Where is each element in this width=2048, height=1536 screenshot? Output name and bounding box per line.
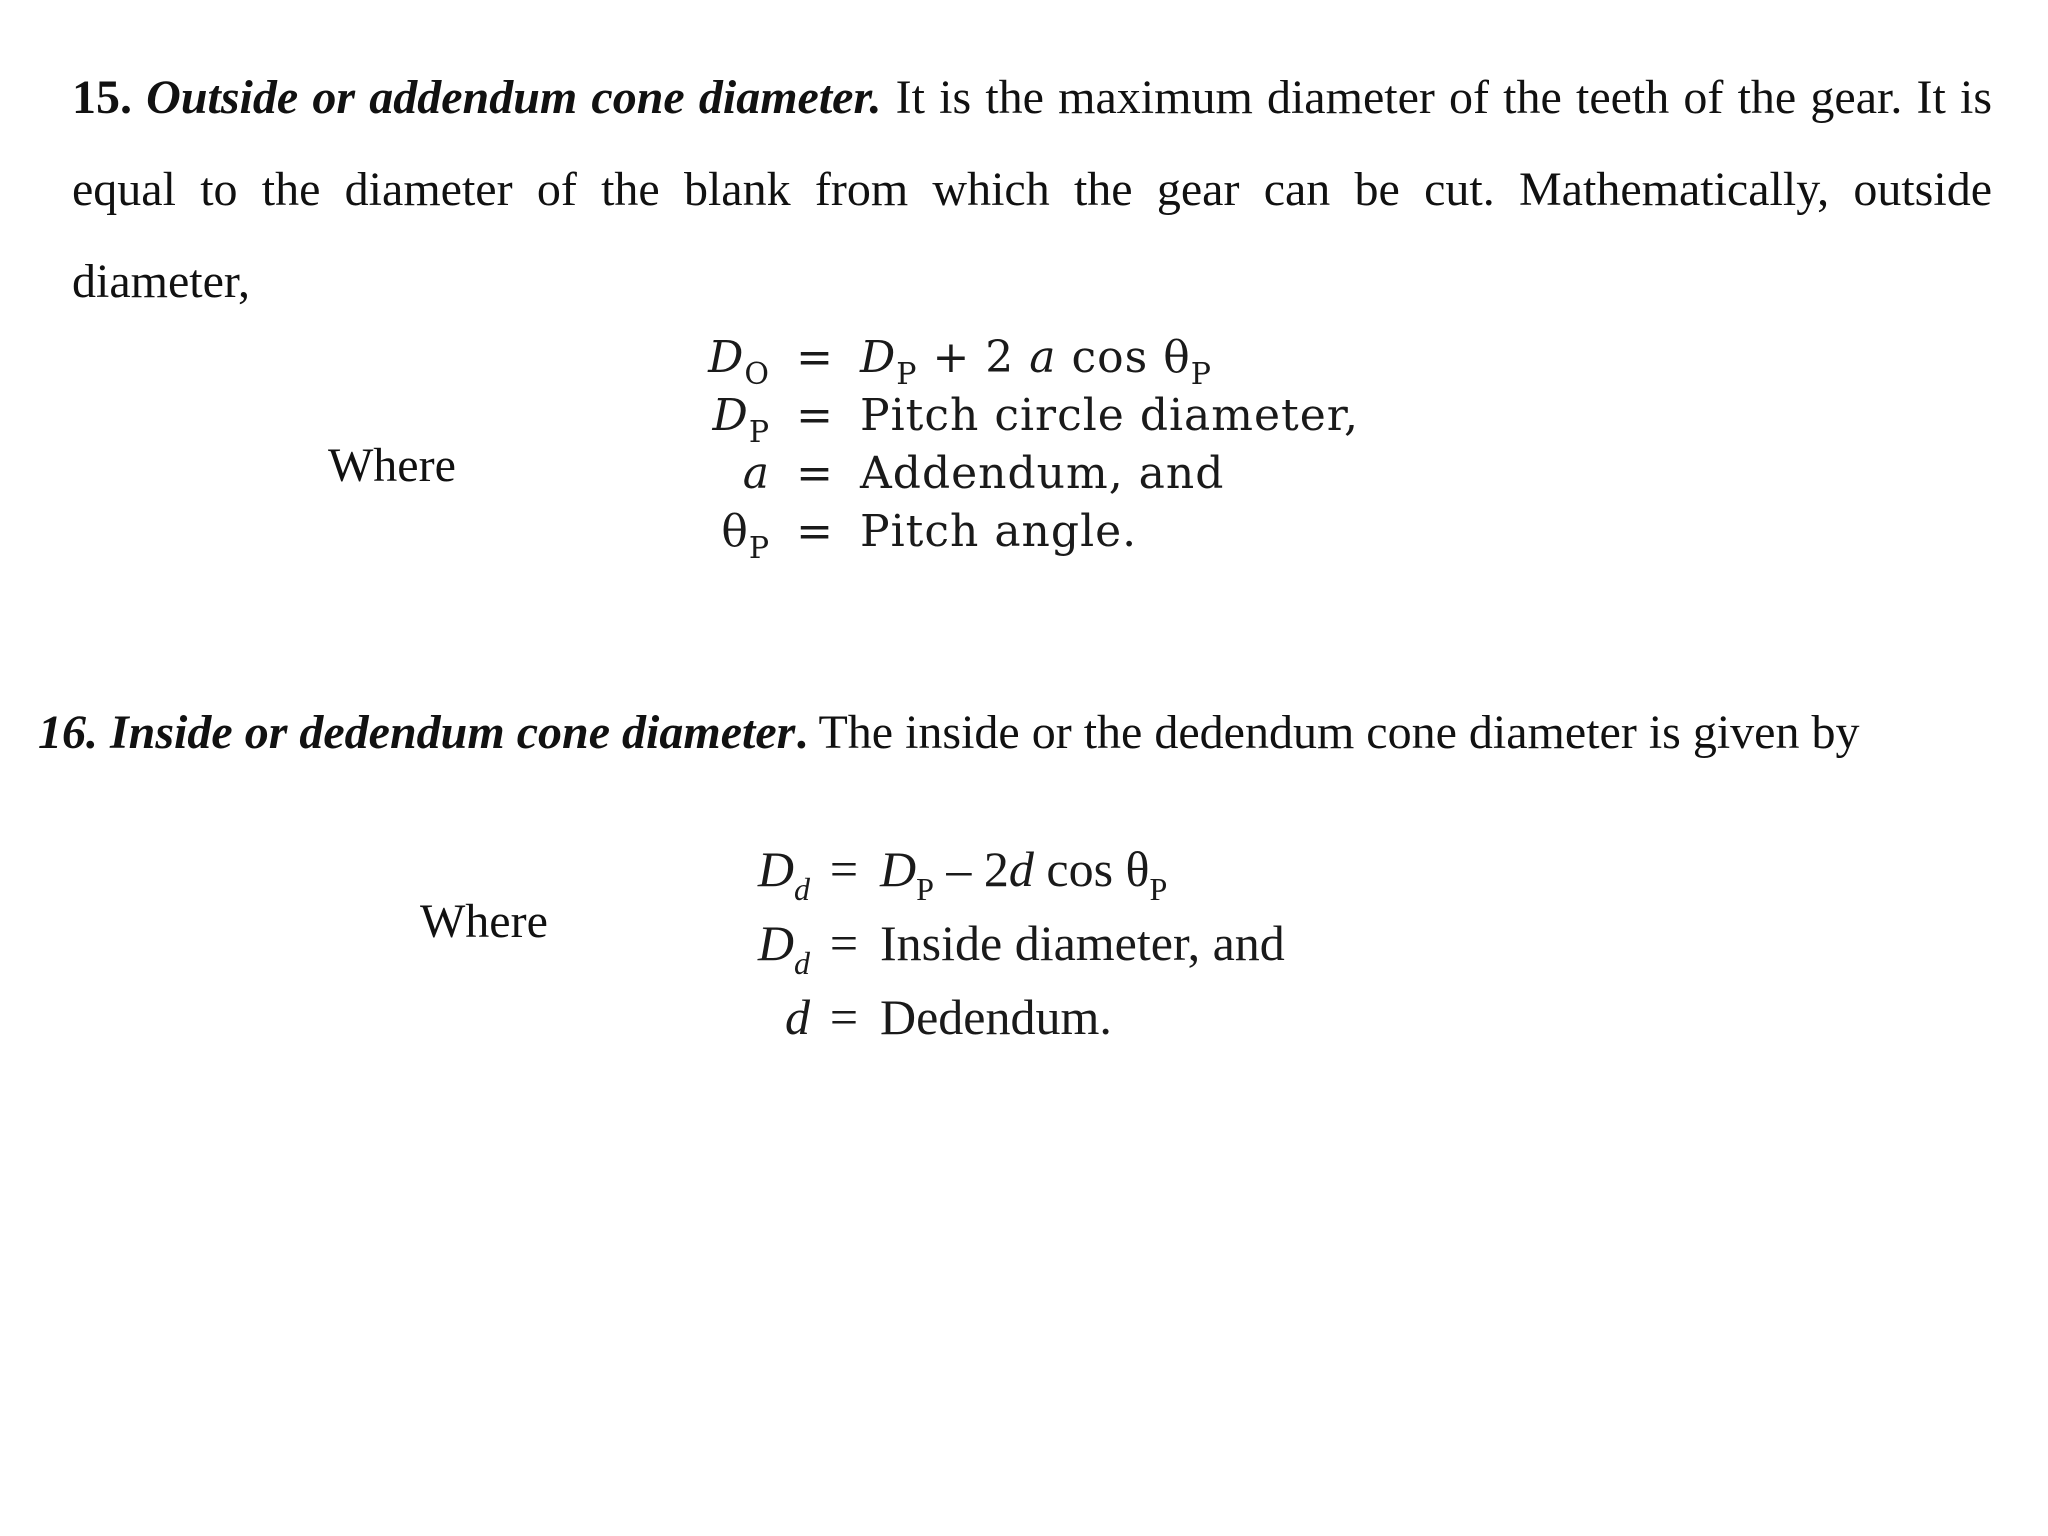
eq-rhs-cos-subscript: P xyxy=(1149,871,1168,907)
eq-lhs: D xyxy=(708,332,745,383)
section-16-where-label: Where xyxy=(420,895,548,948)
eq-rhs: Pitch circle diameter, xyxy=(860,390,1359,441)
section-15-where-label: Where xyxy=(328,439,456,492)
eq-rhs-cos-term: cos θ xyxy=(1056,332,1191,383)
eq-rhs xyxy=(860,332,1212,392)
eq-lhs-subscript: O xyxy=(744,357,770,392)
eq-rhs: Addendum, and xyxy=(860,448,1225,499)
section-15-text: It is the maximum diameter of the teeth of the gear. It is equal to the diameter of the blank from which the gear can be cut. Mathematically, outside diameter, xyxy=(72,71,1993,308)
eq-rhs-operator: – 2 xyxy=(933,841,1009,897)
eq-lhs: D xyxy=(757,915,794,971)
eq-lhs-subscript: P xyxy=(748,531,770,566)
eq-lhs-subscript: P xyxy=(748,415,770,450)
eq-equals-sign: = xyxy=(796,506,834,557)
eq-rhs-subscript: P xyxy=(916,871,934,907)
eq-lhs: a xyxy=(742,448,770,499)
eq-equals-sign: = xyxy=(829,915,859,971)
eq-equals-sign: = xyxy=(829,989,859,1045)
eq-rhs-operator: + 2 xyxy=(917,332,1030,383)
eq-rhs-subscript: P xyxy=(896,357,918,392)
eq-rhs: Pitch angle. xyxy=(860,506,1138,557)
eq-lhs: θ xyxy=(721,506,749,557)
eq-lhs: D xyxy=(757,841,794,897)
eq-rhs: Inside diameter, and xyxy=(880,915,1285,971)
eq-rhs-cos-term: cos θ xyxy=(1033,841,1150,897)
section-15-title: Outside or addendum cone diameter. xyxy=(146,71,882,124)
eq-equals-sign: = xyxy=(796,332,834,383)
eq-rhs-cos-subscript: P xyxy=(1190,357,1212,392)
section-15-number: 15. xyxy=(72,71,132,124)
section-16-title: Inside or dedendum cone diameter xyxy=(110,706,796,759)
section-16-text: The inside or the dedendum cone diameter is given by xyxy=(807,706,1860,759)
eq-rhs: Dedendum. xyxy=(880,989,1112,1045)
eq-lhs: D xyxy=(712,390,749,441)
eq-lhs-subscript: d xyxy=(794,945,810,981)
eq-rhs-symbol: D xyxy=(880,841,917,897)
section-16-number: 16. xyxy=(38,706,98,759)
eq-equals-sign: = xyxy=(796,448,834,499)
section-16-title-period: . xyxy=(795,706,808,759)
eq-equals-sign: = xyxy=(829,841,859,897)
eq-rhs xyxy=(880,840,1168,907)
eq-equals-sign: = xyxy=(796,390,834,441)
eq-lhs: d xyxy=(785,989,810,1045)
eq-rhs-symbol: D xyxy=(860,332,897,383)
section-15-paragraph xyxy=(72,52,1992,328)
eq-rhs-variable: d xyxy=(1008,841,1034,897)
eq-rhs-variable: a xyxy=(1029,332,1057,383)
eq-lhs-subscript: d xyxy=(794,871,810,907)
section-16-paragraph xyxy=(38,697,2018,769)
